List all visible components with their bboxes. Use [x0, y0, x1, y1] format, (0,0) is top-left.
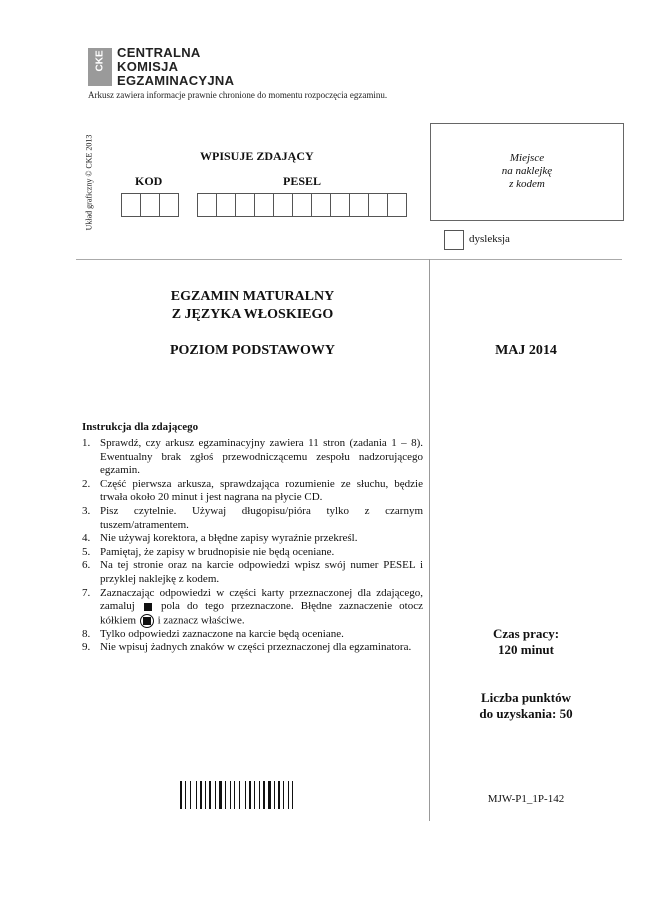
kod-cell[interactable]: [122, 194, 141, 216]
pesel-cell[interactable]: [198, 194, 217, 216]
pesel-cell[interactable]: [331, 194, 350, 216]
instruction-item: [82, 505, 423, 532]
instructions-heading: Instrukcja dla zdającego: [82, 421, 199, 433]
item-number: 7.: [82, 586, 91, 599]
barcode: [180, 781, 324, 809]
item-text: pola do tego przeznaczone. Błędne zaznaczenie otocz kółkiem: [100, 600, 424, 627]
item-number: 9.: [82, 641, 91, 654]
item-text: Sprawdź, czy arkusz egzaminacyjny zawiera 11 stron (zadania 1 – 8). Ewentualny brak zgłoś przewodniczącemu zespołu nadzorującego egzamin.: [100, 437, 423, 477]
pesel-cell[interactable]: [274, 194, 293, 216]
points-info: [430, 690, 622, 722]
item-number: 1.: [82, 437, 91, 449]
pesel-cell[interactable]: [255, 194, 274, 216]
exam-date: MAJ 2014: [495, 343, 557, 358]
kod-cell[interactable]: [160, 194, 178, 216]
layout-copyright: [82, 130, 96, 240]
pesel-cell[interactable]: [217, 194, 236, 216]
instruction-item: [82, 559, 423, 586]
instruction-item: [82, 628, 423, 642]
exam-subject: Z JĘZYKA WŁOSKIEGO: [171, 307, 334, 322]
item-text: Nie używaj korektora, a błędne zapisy wyraźnie przekreśl.: [100, 532, 358, 545]
instruction-item: [82, 532, 423, 546]
item-text: Pamiętaj, że zapisy w brudnopisie nie będą oceniane.: [100, 545, 335, 558]
pesel-label: PESEL: [283, 174, 322, 188]
points-value: do uzyskania: 50: [479, 706, 573, 721]
pesel-cell[interactable]: [388, 194, 406, 216]
item-number: 6.: [82, 559, 91, 572]
cke-logo: [88, 48, 112, 86]
item-number: 2.: [82, 477, 91, 490]
item-text: Tylko odpowiedzi zaznaczone na karcie będą oceniane.: [100, 627, 344, 640]
exam-level: POZIOM PODSTAWOWY: [169, 343, 336, 358]
instructions-list: [82, 437, 423, 655]
item-text: Na tej stronie oraz na karcie odpowiedzi wpisz swój numer PESEL i przyklej naklejkę z kodem.: [100, 559, 423, 585]
item-text: Zaznaczając odpowiedzi w części karty przeznaczonej dla zdającego, zamaluj: [100, 586, 423, 613]
item-text: i zaznacz właściwe.: [157, 614, 245, 627]
exam-code: MJW-P1_1P-142: [487, 793, 565, 805]
time-value: 120 minut: [498, 642, 554, 657]
dyslexia-label: dysleksja: [469, 233, 510, 245]
confidentiality-notice: Arkusz zawiera informacje prawnie chronione do momentu rozpoczęcia egzaminu.: [88, 90, 388, 100]
sticker-area[interactable]: [430, 123, 624, 221]
pesel-cell[interactable]: [236, 194, 255, 216]
divider-horizontal: [76, 259, 622, 260]
circled-mark-icon: [140, 614, 154, 628]
item-number: 4.: [82, 532, 91, 545]
kod-field[interactable]: [121, 193, 179, 217]
logo-line: EGZAMINACYJNA: [117, 73, 235, 88]
item-text: Nie wpisuj żadnych znaków w części przeznaczonej dla egzaminatora.: [100, 641, 412, 654]
item-number: 8.: [82, 627, 91, 640]
sticker-line: z kodem: [509, 178, 545, 190]
instruction-item: [82, 478, 423, 505]
logo-abbrev: CKE: [94, 50, 106, 72]
logo-line: KOMISJA: [117, 59, 179, 74]
instruction-item: [82, 546, 423, 560]
item-text: Część pierwsza arkusza, sprawdzająca rozumienie ze słuchu, będzie trwała około 20 minut i jest nagrana na płycie CD.: [100, 477, 423, 504]
form-title: WPISUJE ZDAJĄCY: [200, 149, 314, 163]
dyslexia-checkbox[interactable]: [444, 230, 464, 250]
kod-cell[interactable]: [141, 194, 160, 216]
instruction-item: [82, 641, 423, 655]
pesel-cell[interactable]: [293, 194, 312, 216]
points-label: Liczba punktów: [481, 690, 571, 705]
item-number: 5.: [82, 545, 91, 558]
sticker-line: na naklejkę: [501, 165, 553, 177]
pesel-cell[interactable]: [312, 194, 331, 216]
instruction-item: [82, 437, 423, 478]
exam-title: EGZAMIN MATURALNY: [170, 289, 335, 304]
pesel-cell[interactable]: [350, 194, 369, 216]
sticker-line: Miejsce: [509, 152, 545, 164]
kod-label: KOD: [135, 174, 163, 188]
logo-text: [117, 46, 234, 88]
layout-copyright-text: Układ graficzny © CKE 2013: [84, 134, 94, 231]
time-info: [430, 626, 622, 658]
filled-square-icon: [144, 603, 152, 611]
item-number: 3.: [82, 504, 91, 517]
logo-line: CENTRALNA: [117, 45, 201, 60]
pesel-cell[interactable]: [369, 194, 388, 216]
instruction-item: [82, 587, 423, 628]
pesel-field[interactable]: [197, 193, 407, 217]
item-text: Pisz czytelnie. Używaj długopisu/pióra tylko z czarnym tuszem/atramentem.: [100, 504, 423, 531]
time-label: Czas pracy:: [492, 626, 560, 641]
